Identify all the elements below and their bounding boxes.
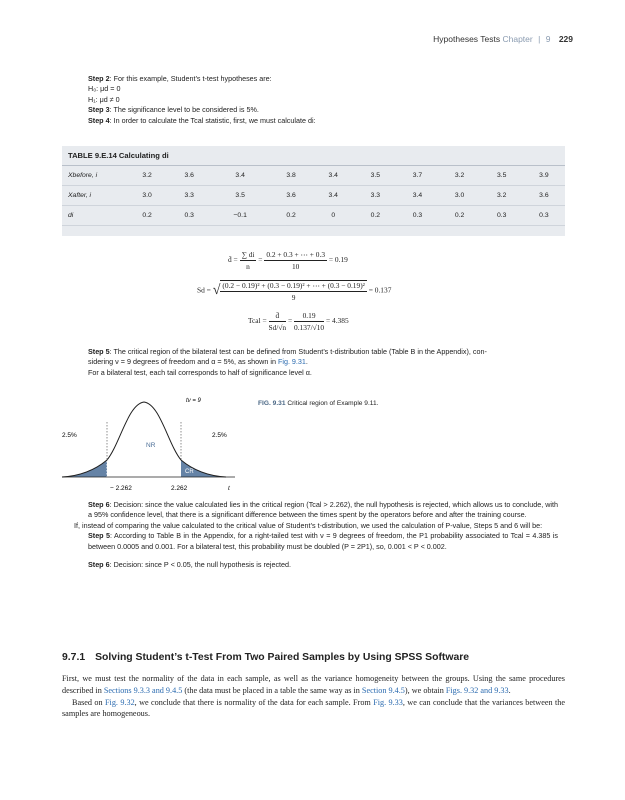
table-cell: 0: [312, 206, 354, 226]
sd-num: (0.2 − 0.19)² + (0.3 − 0.19)² + ⋯ + (0.3 − 0.19)²: [222, 281, 365, 290]
table-cell: 3.2: [481, 186, 523, 206]
step6b-label: Step 6: [88, 560, 110, 570]
tcal-num1: d̄: [269, 311, 287, 322]
section-body: [62, 673, 565, 720]
table-row: [62, 206, 565, 226]
axis-t-label: t: [228, 484, 230, 492]
step6-label: Step 6: [88, 500, 110, 509]
sd-lhs: Sd =: [197, 285, 211, 295]
dbar-den2: 10: [291, 262, 300, 271]
fig-9-32-link[interactable]: Fig. 9.32: [104, 697, 135, 707]
step5-text3: For a bilateral test, each tail corresponds to half of significance level α.: [88, 367, 312, 377]
table-cell: 3.4: [396, 186, 438, 206]
step5-text1: : The critical region of the bilateral test can be defined from Student’s t-distribution table (Table B in the Appendix), con-: [109, 347, 487, 356]
step3-label: Step 3: [88, 105, 110, 115]
dbar-num2: 0.2 + 0.3 + ⋯ + 0.3: [266, 250, 326, 259]
step4-label: Step 4: [88, 115, 110, 125]
section-paragraph-1: First, we must test the normality of the data in each sample, as well as the variance homogeneity between the groups. Using the same procedures described in Sections 9.3.3 and 9.4.5 (the data must be placed in a table the same way as in Section 9.4.5), we obtain Figs. 9.32 and 9.33.: [62, 674, 565, 695]
running-head-chapter-label: Chapter: [502, 34, 533, 44]
table-cell: 3.9: [523, 166, 565, 186]
table-cell: 3.0: [439, 186, 481, 206]
tcal-lhs: Tcal =: [248, 316, 267, 326]
step5-block: Step 5: The critical region of the bilateral test can be defined from Student’s t-distribution table (Table B in the Appendix), con- sidering ν = 9 degrees of freedom and α = 5%, as shown in Fig. 9.31. For a bilateral test, each tail corresponds to half of significance level α.: [88, 347, 558, 378]
tcal-den2: 0.137/√10: [294, 323, 325, 332]
figure-caption-label: FIG. 9.31: [258, 400, 286, 407]
hypothesis-h1: H₁: μd ≠ 0: [88, 94, 120, 104]
x-right-value: 2.262: [171, 485, 188, 492]
section-9-4-5-link[interactable]: Section 9.4.5: [361, 685, 405, 695]
table-cell: 3.0: [126, 186, 168, 206]
section-heading: [62, 652, 469, 663]
equation-dbar: d̄ = $\frac{\sum di}{n}$ = $\frac{0.2 + 0.3 + \cdots + 0.3}{10}$ = 0.19: [228, 250, 348, 271]
table-row: [62, 166, 565, 186]
table-cell: 3.7: [396, 166, 438, 186]
dbar-result: = 0.19: [328, 255, 348, 265]
table-cell: 3.8: [270, 166, 312, 186]
table-cell: −0.1: [210, 206, 270, 226]
table-row: [62, 186, 565, 206]
figure-critical-region: [60, 392, 260, 497]
dbar-lhs: d̄ =: [228, 255, 238, 265]
step3-text: : The significance level to be considered is 5%.: [109, 105, 259, 115]
step6b-text: : Decision: since P < 0.05, the null hypothesis is rejected.: [109, 560, 292, 570]
hypothesis-h0: H₀: μd = 0: [88, 84, 121, 94]
section-number: 9.7.1: [62, 652, 86, 663]
running-head-title: Hypotheses Tests: [433, 34, 501, 44]
steps-bottom: [74, 500, 558, 570]
top-label: tν = 9: [186, 398, 201, 404]
table-cell: 0.2: [270, 206, 312, 226]
step4-text: : In order to calculate the Tcal statistic, first, we must calculate di:: [109, 115, 316, 125]
figure-caption-text: Critical region of Example 9.11.: [287, 400, 379, 407]
sd-den: 9: [291, 293, 296, 302]
table-title: TABLE 9.E.14 Calculating di: [62, 146, 565, 166]
dbar-num1: ∑ di: [241, 250, 255, 259]
cr-right-label: CR: [185, 469, 194, 475]
table-cell: 3.4: [312, 166, 354, 186]
table-calculating-di: [62, 146, 565, 236]
right-percent: 2.5%: [212, 432, 227, 439]
fig-9-33-link[interactable]: Fig. 9.33: [373, 697, 403, 707]
figure-caption: [258, 400, 378, 407]
equation-tcal: Tcal = $\frac{d̄}{Sd/√n}$ = $\frac{0.19}{0.137/√10}$ = 4.385: [248, 311, 349, 332]
step2-text: : For this example, Student’s t-test hypotheses are:: [109, 74, 272, 83]
table-cell: 3.2: [126, 166, 168, 186]
table-cell: 3.6: [523, 186, 565, 206]
step6-text: : Decision: since the value calculated lies in the critical region (Tcal > 2.262), the null hypothesis is rejected, which allows us to conclude, with a 95% confidence level, that there is a significant difference between the times spent by the operators before and after the training course.: [88, 500, 558, 520]
sections-link[interactable]: Sections 9.3.3 and 9.4.5: [103, 685, 183, 695]
table-cell: 0.2: [126, 206, 168, 226]
tcal-result: = 4.385: [326, 316, 349, 326]
page-number: 229: [558, 34, 573, 44]
step5-label: Step 5: [88, 347, 110, 356]
dbar-den1: n: [246, 262, 250, 271]
x-left-value: − 2.262: [110, 485, 132, 492]
table-cell: 0.2: [354, 206, 396, 226]
tcal-den1: Sd/√n: [268, 323, 287, 332]
table-cell: 3.4: [210, 166, 270, 186]
table-cell: 0.3: [481, 206, 523, 226]
left-percent: 2.5%: [62, 432, 77, 439]
pvalue-intro: If, instead of comparing the value calculated to the critical value of Student’s t-distribution, we used the calculation of P-value, Steps 5 and 6 will be:: [74, 520, 543, 530]
table-cell: 0.3: [168, 206, 210, 226]
equation-sd: Sd = √ $\frac{\text{(0.2 − 0.19)² + (0.3 − 0.19)² + ⋯ + (0.3 − 0.19)²}}{9}$ = 0.137: [197, 281, 392, 302]
figs-link[interactable]: Figs. 9.32 and 9.33: [445, 685, 509, 695]
sd-result: = 0.137: [368, 285, 392, 295]
table-cell: 3.3: [168, 186, 210, 206]
critical-region-left: [62, 460, 107, 477]
section-paragraph-2: Based on Fig. 9.32, we conclude that there is normality of the data for each sample. From Fig. 9.33, we can conclude that the variances between the samples are homogeneous.: [62, 697, 565, 719]
table-cell: 0.3: [396, 206, 438, 226]
table-cell: 3.2: [439, 166, 481, 186]
table-cell: 0.2: [439, 206, 481, 226]
step5b-text: : According to Table B in the Appendix, for a right-tailed test with ν = 9 degrees of freedom, the P1 probability associated to Tcal = 4.385 is between 0.0005 and 0.001. For a bilateral test, this probability must be doubled (P = 2P1), so, 0.001 < P < 0.002.: [88, 531, 558, 551]
table-cell: 3.4: [312, 186, 354, 206]
nr-label: NR: [146, 442, 156, 449]
data-table: [62, 166, 565, 226]
row-label: Xafter, i: [62, 186, 126, 206]
table-cell: 3.5: [481, 166, 523, 186]
running-head-chapter-num: 9: [545, 34, 551, 44]
fig-9-31-link[interactable]: Fig. 9.31: [277, 357, 306, 367]
table-cell: 3.6: [270, 186, 312, 206]
row-label: Xbefore, i: [62, 166, 126, 186]
section-title: Solving Student’s t-Test From Two Paired Samples by Using SPSS Software: [95, 652, 470, 663]
table-cell: 3.3: [354, 186, 396, 206]
cr-left-label: CR: [108, 469, 117, 475]
row-label: di: [62, 206, 126, 226]
running-head: Hypotheses Tests Chapter | 9 229: [433, 34, 573, 44]
table-cell: 0.3: [523, 206, 565, 226]
distribution-curve: [62, 402, 226, 477]
tcal-num2: 0.19: [294, 311, 324, 322]
table-cell: 3.5: [354, 166, 396, 186]
step5b-label: Step 5: [88, 531, 110, 541]
step2-label: Step 2: [88, 74, 110, 83]
table-cell: 3.5: [210, 186, 270, 206]
steps-top: [88, 74, 558, 126]
step5-text2: sidering ν = 9 degrees of freedom and α = 5%, as shown in: [88, 357, 278, 367]
table-cell: 3.6: [168, 166, 210, 186]
